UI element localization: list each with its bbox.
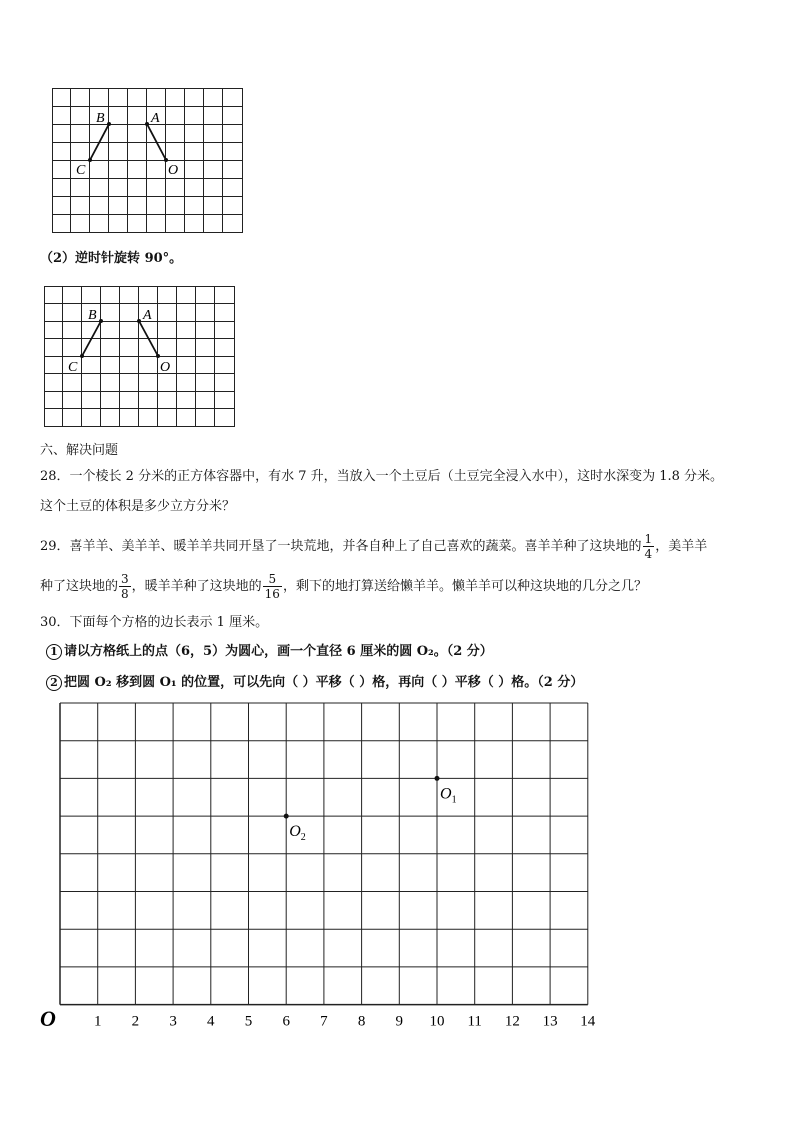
- label-O: O: [160, 360, 171, 375]
- x-tick-label: 3: [169, 1013, 177, 1030]
- q28-line2: 这个土豆的体积是多少立方分米？: [40, 499, 236, 514]
- x-tick-label: 7: [320, 1013, 328, 1030]
- q29-line1: [40, 532, 707, 561]
- x-tick-label: 11: [467, 1013, 482, 1030]
- circled-number-1: 1: [46, 644, 62, 660]
- fraction-3-8: $\frac{3}{8}$: [121, 572, 129, 601]
- x-tick-label: 5: [244, 1013, 253, 1030]
- x-tick-label: 9: [395, 1013, 404, 1030]
- x-tick-label: 13: [542, 1013, 558, 1030]
- label-A: A: [151, 111, 160, 126]
- label-C: C: [76, 163, 86, 178]
- origin-label: O: [40, 1006, 56, 1031]
- label-C: C: [68, 360, 78, 375]
- q30-sub1: 1 请以方格纸上的点（6，5）为圆心，画一个直径 6 厘米的圆 O₂。（2 分）: [46, 643, 493, 661]
- label-O: O: [168, 163, 179, 178]
- x-tick-label: 6: [282, 1013, 290, 1030]
- label-B: B: [96, 111, 105, 126]
- point-label: $O_2$: [289, 823, 306, 844]
- figure-grid-2: [44, 286, 236, 428]
- q29-line1-b: ，美羊羊: [655, 539, 708, 554]
- circled-number-2: 2: [46, 675, 62, 691]
- coordinate-grid: [30, 698, 610, 1034]
- q30-sub2: 2 把圆 O₂ 移到圆 O₁ 的位置，可以先向（ ）平移（ ）格，再向（ ）平移（ ）格。（2 分）: [46, 674, 583, 692]
- point-label: $O_1$: [440, 785, 457, 806]
- point-marker: [284, 814, 289, 819]
- x-tick-label: 14: [580, 1013, 596, 1030]
- fraction-1-4: $\frac{1}{4}$: [644, 532, 653, 561]
- x-tick-label: 8: [357, 1013, 366, 1030]
- q29-line1-a: 29．喜羊羊、美羊羊、暖羊羊共同开垦了一块荒地，并各自种上了自己喜欢的蔬菜。喜羊羊种了这块地的: [40, 539, 642, 554]
- x-tick-label: 12: [504, 1013, 520, 1030]
- section-title: 六、解决问题: [40, 443, 119, 458]
- label-A: A: [143, 308, 152, 323]
- q27-part2: （2）逆时针旋转 90°。: [40, 251, 183, 266]
- figure-grid-1: [52, 88, 244, 234]
- x-tick-label: 2: [131, 1013, 140, 1030]
- point-marker: [435, 776, 440, 781]
- label-B: B: [88, 308, 97, 323]
- q29-line2-a: 种了这块地的: [40, 579, 119, 594]
- q30-intro: 30．下面每个方格的边长表示 1 厘米。: [40, 615, 269, 630]
- fraction-5-16: $\frac{5}{16}$: [264, 572, 280, 601]
- q29-line2: [40, 572, 647, 601]
- q29-line2-c: ，剩下的地打算送给懒羊羊。懒羊羊可以种这块地的几分之几？: [282, 579, 647, 594]
- q28-line1: 28．一个棱长 2 分米的正方体容器中，有水 7 升，当放入一个土豆后（土豆完全浸入水中），这时水深变为 1.8 分米。: [40, 469, 724, 484]
- q29-line2-b: ，暖羊羊种了这块地的: [131, 579, 262, 594]
- x-tick-label: 4: [207, 1013, 215, 1030]
- x-tick-label: 1: [93, 1013, 102, 1030]
- x-tick-label: 10: [429, 1013, 445, 1030]
